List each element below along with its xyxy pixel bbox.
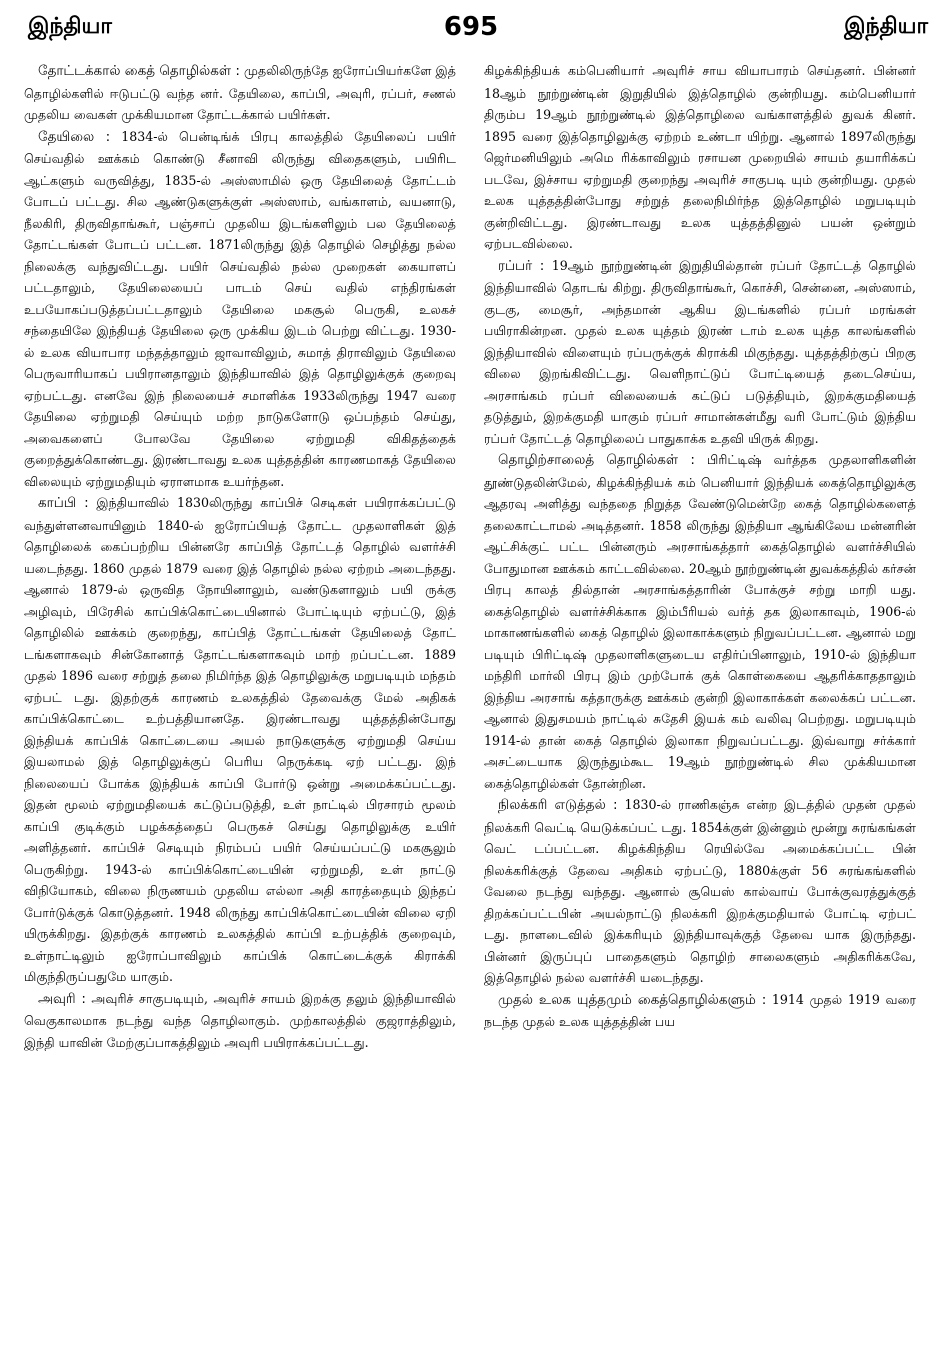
page-number: 695 bbox=[443, 12, 499, 42]
left-column bbox=[24, 60, 456, 1350]
paragraph-text: இந்தியாவில் 1830லிருந்து காப்பிச் செடிகள் பயிராக்கப்பட்டு வந்துள்ளனவாயினும் 1840-ல் ஐரோப்பியத் தோட்ட முதலாளிகள் இத் தொழிலைக் கைப்பற்றிய பின்னரே காப்பித் தோட்டத் தொழில் வளர்ச்சி யடைந்தது. 1860 முதல் 1879 வரை இத் தொழில் நல்ல ஏற்றம் அடைந்தது. ஆனால் 1879-ல் ஒருவித நோயினாலும், வண்டுகளாலும் பயி ருக்கு அழிவும், பிரேசில் காப்பிக்கொட்டையினால் போட்டியும் ஏற்பட்டு, இத் தொழிலில் ஊக்கம் குறைந்து, காப்பித் தோட்டங்கள் தேயிலைத் தோட் டங்களாகவும் சின்கோனாத் தோட்டங்களாகவும் மாற் றப்பட்டன. 1889 முதல் 1896 வரை சற்றுத் தலை நிமிர்ந்த இத் தொழிலுக்கு மறுபடியும் மந்தம் ஏற்பட் டது. இதற்குக் காரணம் உலகத்தில் தேவைக்கு மேல் அதிகக் காப்பிக்கொட்டை உற்பத்தியானதே. இரண்டாவது யுத்தத்தின்போது இந்தியக் காப்பிக் கொட்டையை அயல் நாடுகளுக்கு ஏற்றுமதி செய்ய இயலாமல் இத் தொழிலுக்குப் பெரிய நெருக்கடி ஏற் பட்டது. இந் நிலையைப் போக்க இந்தியக் காப்பி போர்டு ஒன்று அமைக்கப்பட்டது. இதன் மூலம் ஏற்றுமதியைக் கட்டுப்படுத்தி, உள் நாட்டில் பிரசாரம் மூலம் காப்பி குடிக்கும் பழக்கத்தைப் பெருகச் செய்து தொழிலுக்கு உயிர் அளித்தனர். காப்பிச் செடியும் நிரம்பப் பயிர் செய்யப்பட்டு மகசூலும் பெருகிற்று. 1943-ல் காப்பிக்கொட்டையின் ஏற்றுமதி, உள் நாட்டு விநியோகம், விலை நிருணயம் முதலிய எல்லா அதி காரத்தையும் இந்தப் போர்டுக்குக் கொடுத்தனர். 1948 லிருந்து காப்பிக்கொட்டையின் விலை ஏறி யிருக்கிறது. இதற்குக் காரணம் உலகத்தில் காப்பி உற்பத்திக் குறைவும், உள்நாட்டிலும் ஐரோப்பாவிலும் காப்பிக் கொட்டைக்குக் கிராக்கி மிகுந்திருப்பதுமே யாகும். bbox=[24, 495, 456, 984]
section-heading: தேயிலை : bbox=[38, 128, 111, 145]
paragraph-text: பிரிட்டிஷ் வர்த்தக முதலாளிகளின் தூண்டுதலின்மேல், கிழக்கிந்தியக் கம் பெனியார் இந்தியக் கைத்தொழிலுக்கு ஆதரவு அளித்து வந்ததை நிறுத்த வேண்டுமென்றே கைத் தொழில்களைத் தலைகாட்டாமல் அடித்தனர். 1858 லிருந்து இந்தியா ஆங்கிலேய மன்னரின் ஆட்சிக்குட் பட்ட பின்னரும் அரசாங்கத்தார் கைத்தொழில் வளர்ச்சியில் போதுமான ஊக்கம் காட்டவில்லை. 20ஆம் நூற்றுண்டின் துவக்கத்தில் கர்சன் பிரபு காலத் தில்தான் அரசாங்கத்தாரின் போக்குச் சற்று மாறி யது. கைத்தொழில் வளர்ச்சிக்காக இம்பீரியல் வர்த் தக இலாகாவும், 1906-ல் மாகாணங்களில் கைத் தொழில் இலாகாக்களும் நிறுவப்பட்டன. ஆனால் மறு படியும் பிரிட்டிஷ் முதலாளிகளுடைய எதிர்ப்பினாலும், 1910-ல் இந்தியா மந்திரி மார்லி பிரபு இம் முற்போக் குக் கொள்கையை ஆதரிக்காததாலும் இந்திய அரசாங் கத்தாருக்கு ஊக்கம் குன்றி இலாகாக்கள் கலைக்கப் பட்டன. ஆனால் இதுசமயம் நாட்டில் சுதேசி இயக் கம் வலிவு பெற்றது. மறுபடியும் 1914-ல் தான் கைத் தொழில் இலாகா நிறுவப்பட்டது. இவ்வாறு சர்க்கார் அசட்டையாக இருந்தும்கூட 19ஆம் நூற்றுண்டில் சில முக்கியமான கைத்தொழில்கள் தோன்றின. bbox=[484, 452, 916, 791]
paragraph-plantation-industries bbox=[24, 60, 456, 126]
paragraph-indigo-continued bbox=[484, 60, 916, 255]
paragraph-coffee bbox=[24, 492, 456, 988]
section-heading: முதல் உலக யுத்தமும் கைத்தொழில்களும் : bbox=[498, 991, 767, 1008]
section-heading: நிலக்கரி எடுத்தல் : bbox=[498, 797, 618, 813]
right-column bbox=[484, 60, 916, 1350]
paragraph-rubber bbox=[484, 255, 916, 450]
section-heading: ரப்பர் : bbox=[498, 257, 545, 274]
paragraph-text: 1834-ல் பென்டிங்க் பிரபு காலத்தில் தேயிலைப் பயிர் செய்வதில் ஊக்கம் கொண்டு சீனாவி லிருந்து விதைகளும், பயிரிட ஆட்களும் வருவித்து, 1835-ல் அஸ்ஸாமில் ஒரு தேயிலைத் தோட்டம் போடப் பட்டது. சில ஆண்டுகளுக்குள் அஸ்ஸாம், வங்காளம், வயனாடு, நீலகிரி, திருவிதாங்கூர், பஞ்சாப் முதலிய இடங்களிலும் பல தேயிலைத் தோட்டங்கள் போடப் பட்டன. 1871லிருந்து இத் தொழில் செழித்து நல்ல நிலைக்கு வந்துவிட்டது. பயிர் செய்வதில் நல்ல முறைகள் கையாளப் பட்டதாலும், தேயிலையைப் பாடம் செய் வதில் எந்திரங்கள் உபயோகப்படுத்தப்பட்டதாலும் தேயிலை மகசூல் பெருகி, உலகச் சந்தையிலே இந்தியத் தேயிலை ஒரு முக்கிய இடம் பெற்று விட்டது. 1930-ல் உலக வியாபார மந்தத்தாலும் ஜாவாவிலும், சுமாத் திராவிலும் தேயிலை பெருவாரியாகப் பயிரானதாலும் இந்தியாவில் இத் தொழிலுக்குக் குறைவு ஏற்பட்டது. எனவே இந் நிலையைச் சமாளிக்க 1933லிருந்து 1947 வரை தேயிலை ஏற்றுமதி செய்யும் மற்ற நாடுகளோடு ஒப்பந்தம் செய்து, அவைகளைப் போலவே தேயிலை ஏற்றுமதி விகிதத்தைக் குறைத்துக்கொண்டது. இரண்டாவது உலக யுத்தத்தின் காரணமாகத் தேயிலை விலையும் ஏற்றுமதியும் ஏராளமாக உயர்ந்தன. bbox=[24, 128, 456, 489]
section-heading: காப்பி : bbox=[38, 495, 89, 511]
paragraph-text: 1830-ல் ராணிகஞ்சு என்ற இடத்தில் முதன் முதல் நிலக்கரி வெட்டி யெடுக்கப்பட் டது. 1854க்குள் இன்னும் மூன்று சுரங்கங்கள் வெட் டப்பட்டன. கிழக்கிந்திய ரெயில்வே அமைக்கப்பட்ட பின் நிலக்கரிக்குத் தேவை அதிகம் ஏற்பட்டு, 1880க்குள் 56 சுரங்கங்களில் வேலை நடந்து வந்தது. ஆனால் சூயெஸ் கால்வாய் போக்குவரத்துக்குத் திறக்கப்பட்டபின் அயல்நாட்டு நிலக்கரி இறக்குமதியால் போட்டி ஏற்பட் டது. நாளடைவில் இக்கரியும் இந்தியாவுக்குத் தேவை யாக இருந்தது. பின்னர் இருப்புப் பாதைகளும் தொழிற் சாலைகளும் அதிகரிக்கவே, இத்தொழில் நல்ல வளர்ச்சி யடைந்தது. bbox=[484, 797, 916, 985]
running-title-right: இந்தியா bbox=[844, 14, 928, 39]
paragraph-coal-mining bbox=[484, 794, 916, 989]
section-heading: தொழிற்சாலைத் தொழில்கள் : bbox=[498, 452, 695, 468]
paragraph-text: அவுரிச் சாகுபடியும், அவுரிச் சாயம் இறக்கு தலும் இந்தியாவில் வெகுகாலமாக நடந்து வந்த தொழிலாகும். முற்காலத்தில் குஜராத்திலும், இந்தி யாவின் மேற்குப்பாகத்திலும் அவுரி பயிராக்கப்பட்டது. bbox=[24, 990, 456, 1050]
section-heading: அவுரி : bbox=[38, 990, 86, 1007]
paragraph-first-world-war bbox=[484, 989, 916, 1033]
paragraph-text: 19ஆம் நூற்றுண்டின் இறுதியில்தான் ரப்பர் தோட்டத் தொழில் இந்தியாவில் தொடங் கிற்று. திருவிதாங்கூர், கொச்சி, சென்னை, அஸ்ஸாம், குடகு, மைசூர், அந்தமான் ஆகிய இடங்களில் ரப்பர் மரங்கள் பயிராகின்றன. முதல் உலக யுத்தம் இரண் டாம் உலக யுத்த காலங்களில் இந்தியாவில் விளையும் ரப்பருக்குக் கிராக்கி மிகுந்தது. யுத்தத்திற்குப் பிறகு விலை இறங்கிவிட்டது. வெளிநாட்டுப் போட்டியைத் தடைசெய்ய, அரசாங்கம் ரப்பர் விலையைக் கட்டுப் படுத்தியும், இறக்குமதியைத் தடுத்தும், இறக்குமதி யாகும் ரப்பர் சாமான்கள்மீது வரி போட்டும் இந்திய ரப்பர் தோட்டத் தொழிலைப் பாதுகாக்க உதவி யிருக் கிறது. bbox=[484, 257, 916, 446]
page-header bbox=[0, 0, 942, 58]
paragraph-text: 1914 முதல் 1919 வரை நடந்த முதல் உலக யுத்தத்தின் பய bbox=[484, 991, 916, 1029]
section-heading: தோட்டக்கால் கைத் தொழில்கள் : bbox=[38, 63, 240, 79]
paragraph-tea bbox=[24, 126, 456, 493]
paragraph-text: கிழக்கிந்தியக் கம்பெனியார் அவுரிச் சாய வியாபாரம் செய்தனர். பின்னர் 18ஆம் நூற்றுண்டின் இறுதியில் இத்தொழில் குன்றியது. கம்பெனியார் திரும்ப 19ஆம் நூற்றுண்டில் இத்தொழிலை வங்காளத்தில் துவக் கினர். 1895 வரை இத்தொழிலுக்கு ஏற்றம் உண்டா யிற்று. ஆனால் 1897லிருந்து ஜெர்மனியிலும் அமெ ரிக்காவிலும் ரசாயன முறையில் சாயம் தயாரிக்கப் படவே, இச்சாய ஏற்றுமதி குறைந்து அவுரிச் சாகுபடி யும் குன்றியது. முதல் உலக யுத்தத்தின்போது சற்றுத் தலைநிமிர்ந்த இத்தொழில் மறுபடியும் குன்றிவிட்டது. இரண்டாவது உலக யுத்தத்தினுல் பயன் ஒன்றும் ஏற்படவில்லை. bbox=[484, 63, 916, 251]
paragraph-text: முதலிலிருந்தே ஐரோப்பியர்களே இத் தொழில்களில் ஈடுபட்டு வந்த னர். தேயிலை, காப்பி, அவுரி, ரப்பர், சணல் முதலிய வைகள் முக்கியமான தோட்டக்கால் பயிர்கள். bbox=[24, 63, 456, 122]
paragraph-factory-industries bbox=[484, 449, 916, 794]
running-title-left: இந்தியா bbox=[28, 14, 112, 39]
paragraph-indigo bbox=[24, 988, 456, 1054]
